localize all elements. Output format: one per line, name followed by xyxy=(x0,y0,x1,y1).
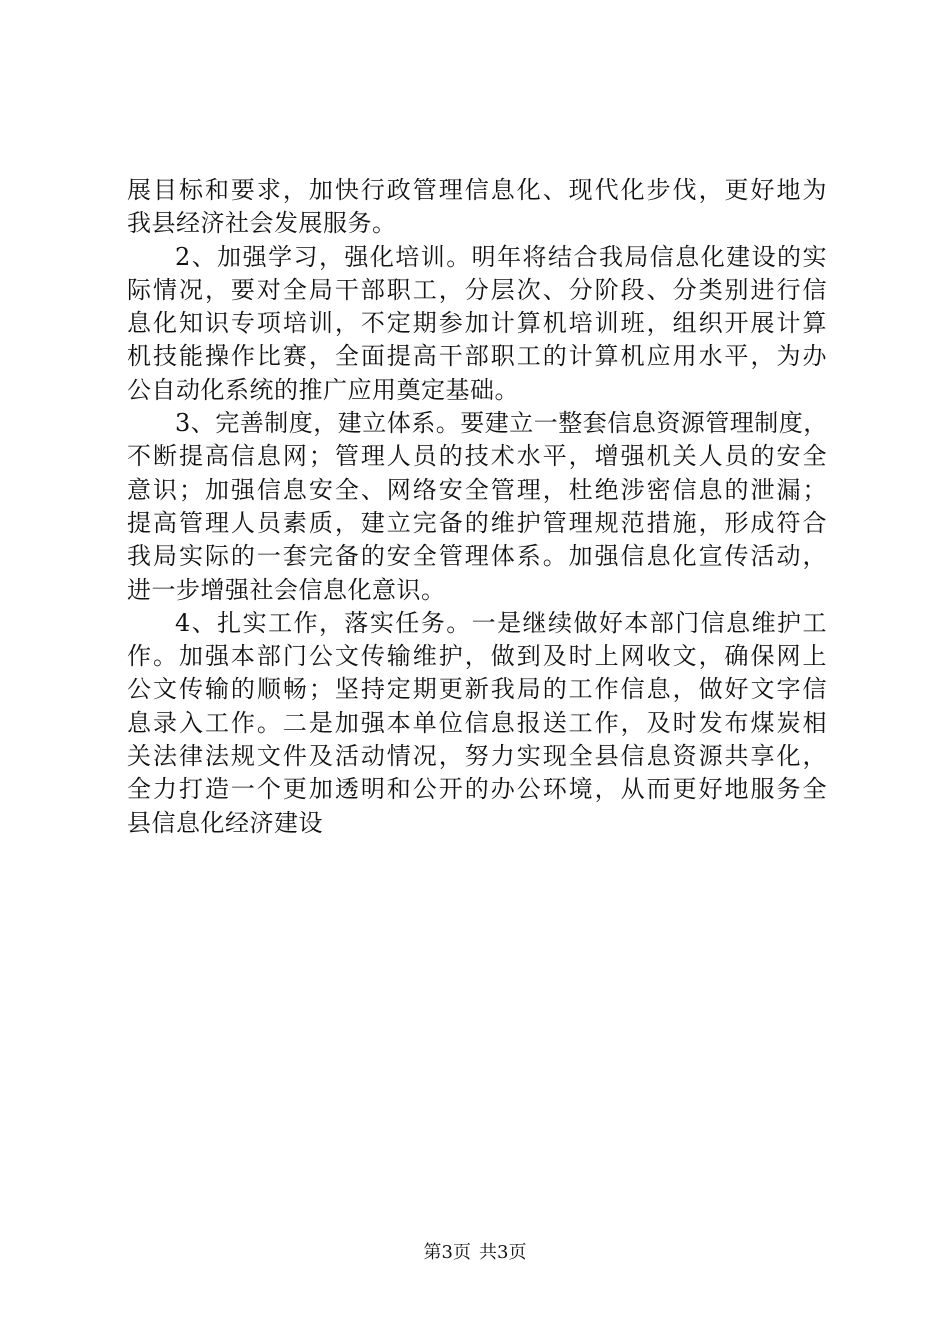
text-line: 不断提高信息网；管理人员的技术水平，增强机关人员的安全 xyxy=(127,442,827,471)
text-line: 息录入工作。二是加强本单位信息报送工作，及时发布煤炭相 xyxy=(127,708,827,737)
text-line: 2、加强学习，强化培训。明年将结合我局信息化建设的实 xyxy=(175,242,827,271)
text-line: 3、完善制度，建立体系。要建立一整套信息资源管理制度， xyxy=(175,409,828,438)
text-line: 提高管理人员素质，建立完备的维护管理规范措施，形成符合 xyxy=(127,508,827,537)
document-body xyxy=(127,174,827,840)
text-line: 进一步增强社会信息化意识。 xyxy=(127,575,446,604)
text-line: 机技能操作比赛，全面提高干部职工的计算机应用水平，为办 xyxy=(127,342,827,371)
page-total: 共3页 xyxy=(479,1242,527,1263)
text-line: 县信息化经济建设 xyxy=(127,808,323,837)
page-number: 第3页 xyxy=(423,1242,471,1263)
page-footer xyxy=(0,1241,950,1265)
text-line: 际情况，要对全局干部职工，分层次、分阶段、分类别进行信 xyxy=(127,275,827,304)
text-line: 我局实际的一套完备的安全管理体系。加强信息化宣传活动， xyxy=(127,542,827,571)
text-line: 展目标和要求，加快行政管理信息化、现代化步伐，更好地为 xyxy=(127,176,827,204)
text-line: 公自动化系统的推广应用奠定基础。 xyxy=(127,375,519,404)
text-line: 我县经济社会发展服务。 xyxy=(127,209,397,238)
text-line: 关法律法规文件及活动情况，努力实现全县信息资源共享化， xyxy=(127,742,827,771)
text-line: 作。加强本部门公文传输维护，做到及时上网收文，确保网上 xyxy=(127,642,827,671)
text-line: 息化知识专项培训，不定期参加计算机培训班，组织开展计算 xyxy=(127,309,827,338)
text-line: 意识；加强信息安全、网络安全管理，杜绝涉密信息的泄漏； xyxy=(127,475,827,504)
text-line: 公文传输的顺畅；坚持定期更新我局的工作信息，做好文字信 xyxy=(127,675,827,704)
text-line: 4、扎实工作，落实任务。一是继续做好本部门信息维护工 xyxy=(175,608,827,637)
text-line: 全力打造一个更加透明和公开的办公环境，从而更好地服务全 xyxy=(127,775,827,804)
